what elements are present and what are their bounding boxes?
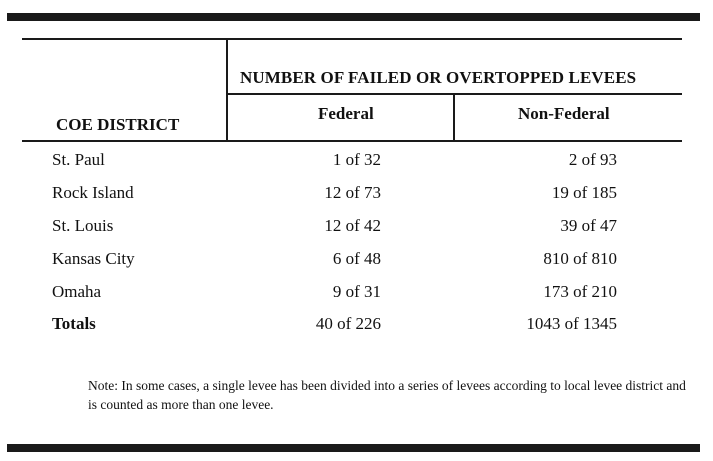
header-bottom-rule — [22, 140, 682, 142]
table-row — [0, 183, 713, 207]
column-header-federal: Federal — [318, 104, 374, 123]
federal-value: 6 of 48 — [332, 249, 381, 268]
federal-value: 1 of 32 — [332, 150, 381, 169]
bottom-thick-rule — [7, 444, 700, 452]
totals-non-federal-value: 1043 of 1345 — [526, 314, 617, 333]
district-name: Omaha — [52, 282, 102, 301]
header-top-rule — [22, 38, 682, 40]
subheader-vertical-divider — [453, 93, 455, 141]
table-row — [0, 150, 713, 174]
district-name: St. Paul — [52, 150, 105, 169]
totals-row — [0, 314, 713, 338]
non-federal-value: 173 of 210 — [543, 282, 617, 301]
top-thick-rule — [7, 13, 700, 21]
non-federal-value: 39 of 47 — [560, 216, 617, 235]
header-vertical-divider — [226, 38, 228, 141]
non-federal-value: 19 of 185 — [551, 183, 617, 202]
district-name: St. Louis — [52, 216, 114, 235]
totals-federal-value: 40 of 226 — [315, 314, 381, 333]
district-name: Kansas City — [52, 249, 135, 268]
federal-value: 12 of 42 — [324, 216, 381, 235]
group-header: NUMBER OF FAILED OR OVERTOPPED LEVEES — [240, 68, 637, 87]
column-header-non-federal: Non-Federal — [518, 104, 610, 123]
non-federal-value: 2 of 93 — [568, 150, 617, 169]
non-federal-value: 810 of 810 — [543, 249, 617, 268]
table-row — [0, 216, 713, 240]
federal-value: 9 of 31 — [332, 282, 381, 301]
federal-value: 12 of 73 — [324, 183, 381, 202]
table-row — [0, 249, 713, 273]
table-note: Note: In some cases, a single levee has been divided into a series of levees according to local levee district and is counted as more than one levee. — [88, 378, 686, 412]
totals-label: Totals — [52, 314, 96, 333]
column-header-district: COE DISTRICT — [56, 115, 180, 134]
district-name: Rock Island — [52, 183, 134, 202]
table-row — [0, 282, 713, 306]
